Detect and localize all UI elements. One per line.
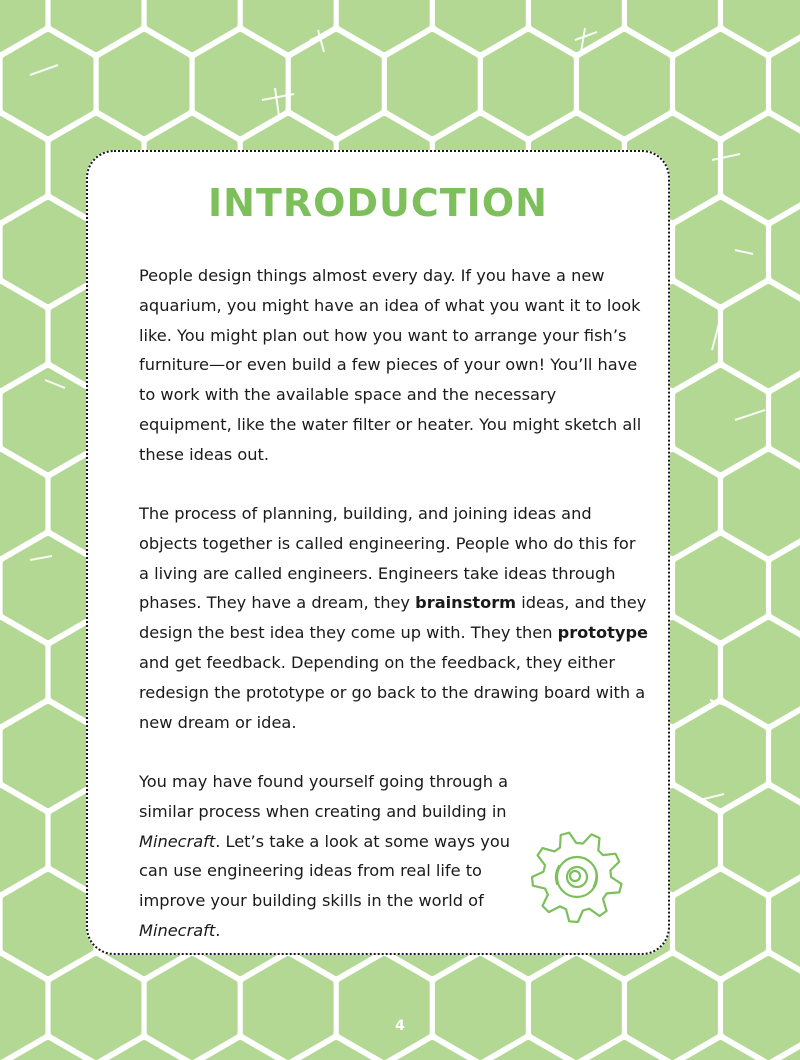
minecraft-italic-1: Minecraft bbox=[139, 831, 216, 851]
intro-card bbox=[86, 150, 670, 955]
p2-text-3: and get feedback. Depending on the feedback, they either redesign the prototype or go back to the drawing board with a new dream or idea. bbox=[139, 653, 646, 732]
gear-icon bbox=[527, 827, 627, 927]
p3-text-3: . bbox=[215, 920, 221, 940]
p3-text-1: You may have found yourself going through a similar process when creating and building in bbox=[139, 771, 509, 821]
term-prototype: prototype bbox=[557, 623, 649, 643]
paragraph-1: People design things almost every day. If you have a new aquarium, you might have an idea of what you want it to look like. You might plan out how you want to arrange your fish’s furniture—or even build a few pieces of your own! You’ll have to work with the available space and the necessary equipment, like the water filter or heater. You might sketch all these ideas out. bbox=[139, 266, 642, 464]
p2-text-2: ideas, and they design the best idea they come up with. They then bbox=[139, 593, 647, 643]
paragraph-3 bbox=[139, 767, 539, 946]
page-number: 4 bbox=[395, 1018, 405, 1034]
minecraft-italic-2: Minecraft bbox=[139, 920, 216, 940]
paragraph-2 bbox=[139, 499, 649, 737]
page-title: INTRODUCTION bbox=[208, 181, 548, 225]
p3-text-2: . Let’s take a look at some ways you can use engineering ideas from real life to improve your building skills in the world of bbox=[139, 831, 510, 911]
term-brainstorm: brainstorm bbox=[415, 593, 517, 613]
p2-text-1: The process of planning, building, and joining ideas and objects together is called engineering. People who do this for a living are called engineers. Engineers take ideas through phases. They have a dream, they bbox=[139, 504, 636, 613]
